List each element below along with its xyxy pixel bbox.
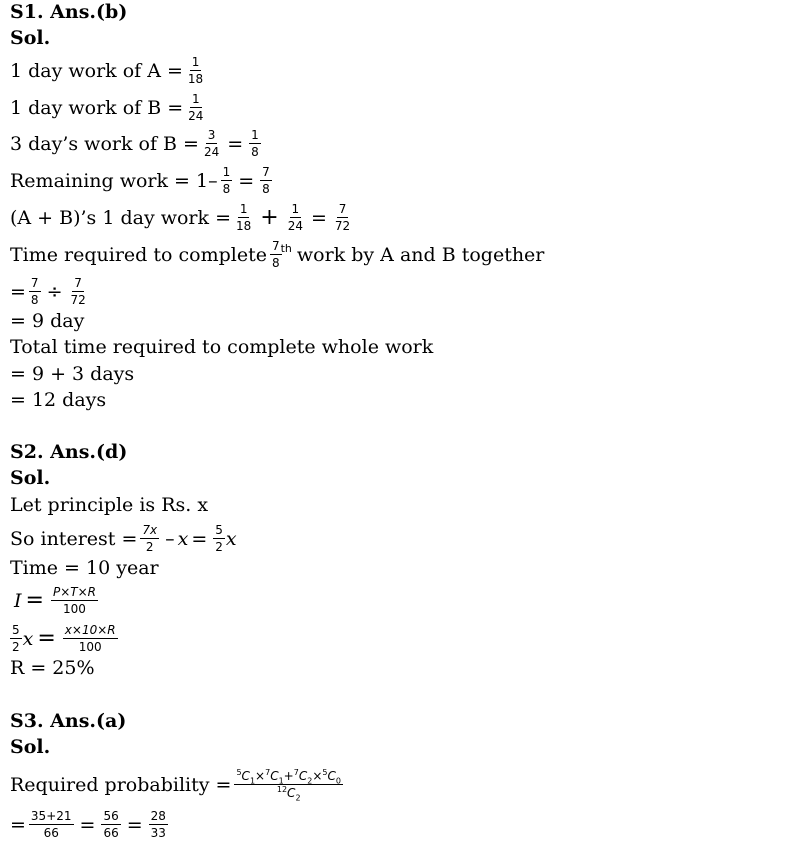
- s1-line-9-text: Total time required to complete whole work: [10, 336, 434, 358]
- subscript: 2: [307, 776, 313, 786]
- s1-line-1-text: 1 day work of A =: [10, 59, 183, 82]
- equals-sign: =: [10, 813, 26, 836]
- subscript: 0: [335, 776, 341, 786]
- s2-line-3-text: Time = 10 year: [10, 557, 159, 579]
- denominator: 8: [271, 256, 280, 270]
- fraction: [234, 202, 253, 233]
- fraction: [202, 128, 221, 159]
- fraction: [213, 523, 225, 554]
- variable-x: x: [177, 527, 189, 550]
- minus-sign: –: [165, 527, 175, 550]
- numerator: 56: [103, 809, 119, 823]
- fraction: [249, 128, 261, 159]
- s1-line-4-text: Remaining work = 1–: [10, 169, 218, 192]
- s1-line-11: [10, 387, 106, 413]
- superscript: 12: [276, 785, 288, 794]
- superscript: 7: [265, 768, 271, 777]
- combination-symbol: C: [327, 769, 336, 783]
- fraction: [10, 623, 22, 654]
- denominator: 72: [70, 293, 86, 307]
- fraction: [221, 165, 233, 196]
- equals-sign: =: [37, 625, 56, 651]
- s2-line-5: [10, 623, 121, 654]
- numerator: 7: [74, 276, 82, 290]
- s3-line-1: [10, 768, 346, 803]
- fraction: [51, 585, 98, 616]
- subscript: 2: [295, 793, 301, 803]
- fraction: [101, 809, 120, 840]
- denominator: 8: [222, 182, 231, 196]
- equals-sign: =: [79, 813, 96, 836]
- denominator: 2: [12, 640, 20, 654]
- combination-symbol: C: [241, 769, 250, 783]
- numerator: 1: [191, 55, 200, 69]
- s1-sol-label: [10, 25, 50, 51]
- s1-line-5: [10, 202, 355, 233]
- s1-line-4: [10, 165, 275, 196]
- s1-line-6-text-b: work by A and B together: [296, 243, 545, 266]
- s2-heading: [10, 439, 127, 465]
- numerator: [234, 769, 343, 785]
- s2-sol-label: [10, 465, 50, 491]
- numerator: 5: [215, 523, 223, 537]
- s1-line-1: [10, 55, 208, 86]
- plus-sign: +: [283, 769, 294, 783]
- s1-heading-text: S1. Ans.(b): [10, 1, 128, 23]
- numerator: 7x: [142, 523, 158, 537]
- s1-line-5-text: (A + B)’s 1 day work =: [10, 206, 231, 229]
- s1-line-8-text: = 9 day: [10, 310, 85, 332]
- numerator: P×T×R: [52, 585, 96, 599]
- equals-sign: =: [126, 813, 143, 836]
- denominator: 18: [187, 72, 204, 86]
- s3-heading: [10, 708, 126, 734]
- s1-line-6-text-a: Time required to complete: [10, 243, 267, 266]
- fraction: [149, 809, 168, 840]
- s2-line-6: [10, 655, 95, 681]
- s1-line-2-text: 1 day work of B =: [10, 96, 184, 119]
- s3-line-1-text: Required probability =: [10, 773, 232, 796]
- s3-sol-label: [10, 734, 50, 760]
- fraction: [29, 276, 41, 307]
- denominator: 24: [287, 219, 303, 233]
- fraction: [68, 276, 87, 307]
- s1-line-11-text: = 12 days: [10, 389, 107, 411]
- times-sign: ×: [312, 769, 323, 783]
- numerator: 35+21: [30, 809, 72, 823]
- plus-sign: +: [260, 204, 279, 230]
- numerator: 7: [262, 165, 270, 179]
- equals-sign: =: [10, 280, 26, 303]
- fraction: [286, 202, 305, 233]
- denominator: 24: [188, 109, 204, 123]
- denominator: 100: [63, 602, 86, 616]
- s1-line-9: [10, 334, 433, 360]
- denominator: 8: [251, 145, 259, 159]
- numerator: 7: [338, 202, 347, 216]
- numerator: 28: [150, 809, 166, 823]
- s2-line-6-text: R = 25%: [10, 657, 95, 679]
- s1-line-6: [10, 239, 544, 270]
- s3-heading-text: S3. Ans.(a): [10, 710, 127, 732]
- denominator: 2: [145, 540, 154, 554]
- equals-sign: =: [311, 206, 327, 229]
- equals-sign: =: [191, 527, 208, 550]
- denominator: 66: [103, 826, 119, 840]
- s3-sol-text: Sol.: [10, 736, 51, 758]
- numerator: 1: [251, 128, 259, 142]
- numerator: x×10×R: [64, 623, 116, 637]
- superscript: 5: [322, 768, 328, 777]
- denominator: 18: [236, 219, 252, 233]
- s2-line-3: [10, 555, 159, 581]
- numerator: 7: [271, 239, 280, 253]
- denominator: 33: [150, 826, 166, 840]
- equals-sign: =: [25, 587, 44, 613]
- fraction: [63, 623, 118, 654]
- numerator: 7: [30, 276, 39, 290]
- s1-line-3: [10, 128, 264, 159]
- fraction: [333, 202, 352, 233]
- fraction: [186, 92, 205, 123]
- combination-symbol: C: [287, 786, 296, 800]
- s2-line-2-text: So interest =: [10, 527, 138, 550]
- denominator: 66: [43, 826, 59, 840]
- s2-line-1-text: Let principle is Rs. x: [10, 494, 209, 516]
- numerator: 1: [239, 202, 248, 216]
- equals-sign: =: [227, 132, 244, 155]
- s1-line-7: [10, 276, 91, 307]
- s1-line-10: [10, 361, 134, 387]
- ordinal-suffix: th: [280, 241, 292, 255]
- superscript: 7: [293, 768, 299, 777]
- numerator: 5: [12, 623, 20, 637]
- equals-sign: =: [238, 169, 255, 192]
- s2-line-2: [10, 523, 237, 554]
- numerator: 1: [191, 92, 200, 106]
- denominator: 24: [203, 145, 220, 159]
- superscript: 5: [236, 768, 242, 777]
- combination-symbol: C: [270, 769, 279, 783]
- s2-line-1: [10, 492, 208, 518]
- s1-line-3-text: 3 day’s work of B =: [10, 132, 199, 155]
- variable-i: I: [14, 589, 22, 612]
- denominator: 8: [30, 293, 39, 307]
- denominator: 72: [334, 219, 351, 233]
- subscript: 1: [278, 776, 284, 786]
- numerator: 1: [222, 165, 231, 179]
- s2-heading-text: S2. Ans.(d): [10, 441, 128, 463]
- fraction: [140, 523, 159, 554]
- fraction: [29, 809, 74, 840]
- denominator: 8: [262, 182, 270, 196]
- subscript: 1: [249, 776, 256, 786]
- s1-line-8: [10, 308, 84, 334]
- denominator: [275, 785, 303, 803]
- numerator: 1: [291, 202, 300, 216]
- s1-line-10-text: = 9 + 3 days: [10, 363, 135, 385]
- s2-sol-text: Sol.: [10, 467, 51, 489]
- times-sign: ×: [255, 769, 266, 783]
- fraction: [186, 55, 205, 86]
- s2-line-4: [14, 585, 101, 616]
- variable-x: x: [225, 527, 237, 550]
- fraction: [260, 165, 272, 196]
- combination-symbol: C: [298, 769, 308, 783]
- denominator: 100: [78, 640, 102, 654]
- s1-heading: [10, 0, 127, 25]
- s1-line-2: [10, 92, 208, 123]
- s3-line-2: [10, 809, 171, 840]
- s1-sol-text: Sol.: [10, 27, 51, 49]
- denominator: 2: [215, 540, 223, 554]
- numerator: 3: [207, 128, 216, 142]
- variable-x: x: [22, 627, 34, 650]
- division-sign: ÷: [46, 280, 63, 303]
- combination-fraction: [234, 768, 343, 803]
